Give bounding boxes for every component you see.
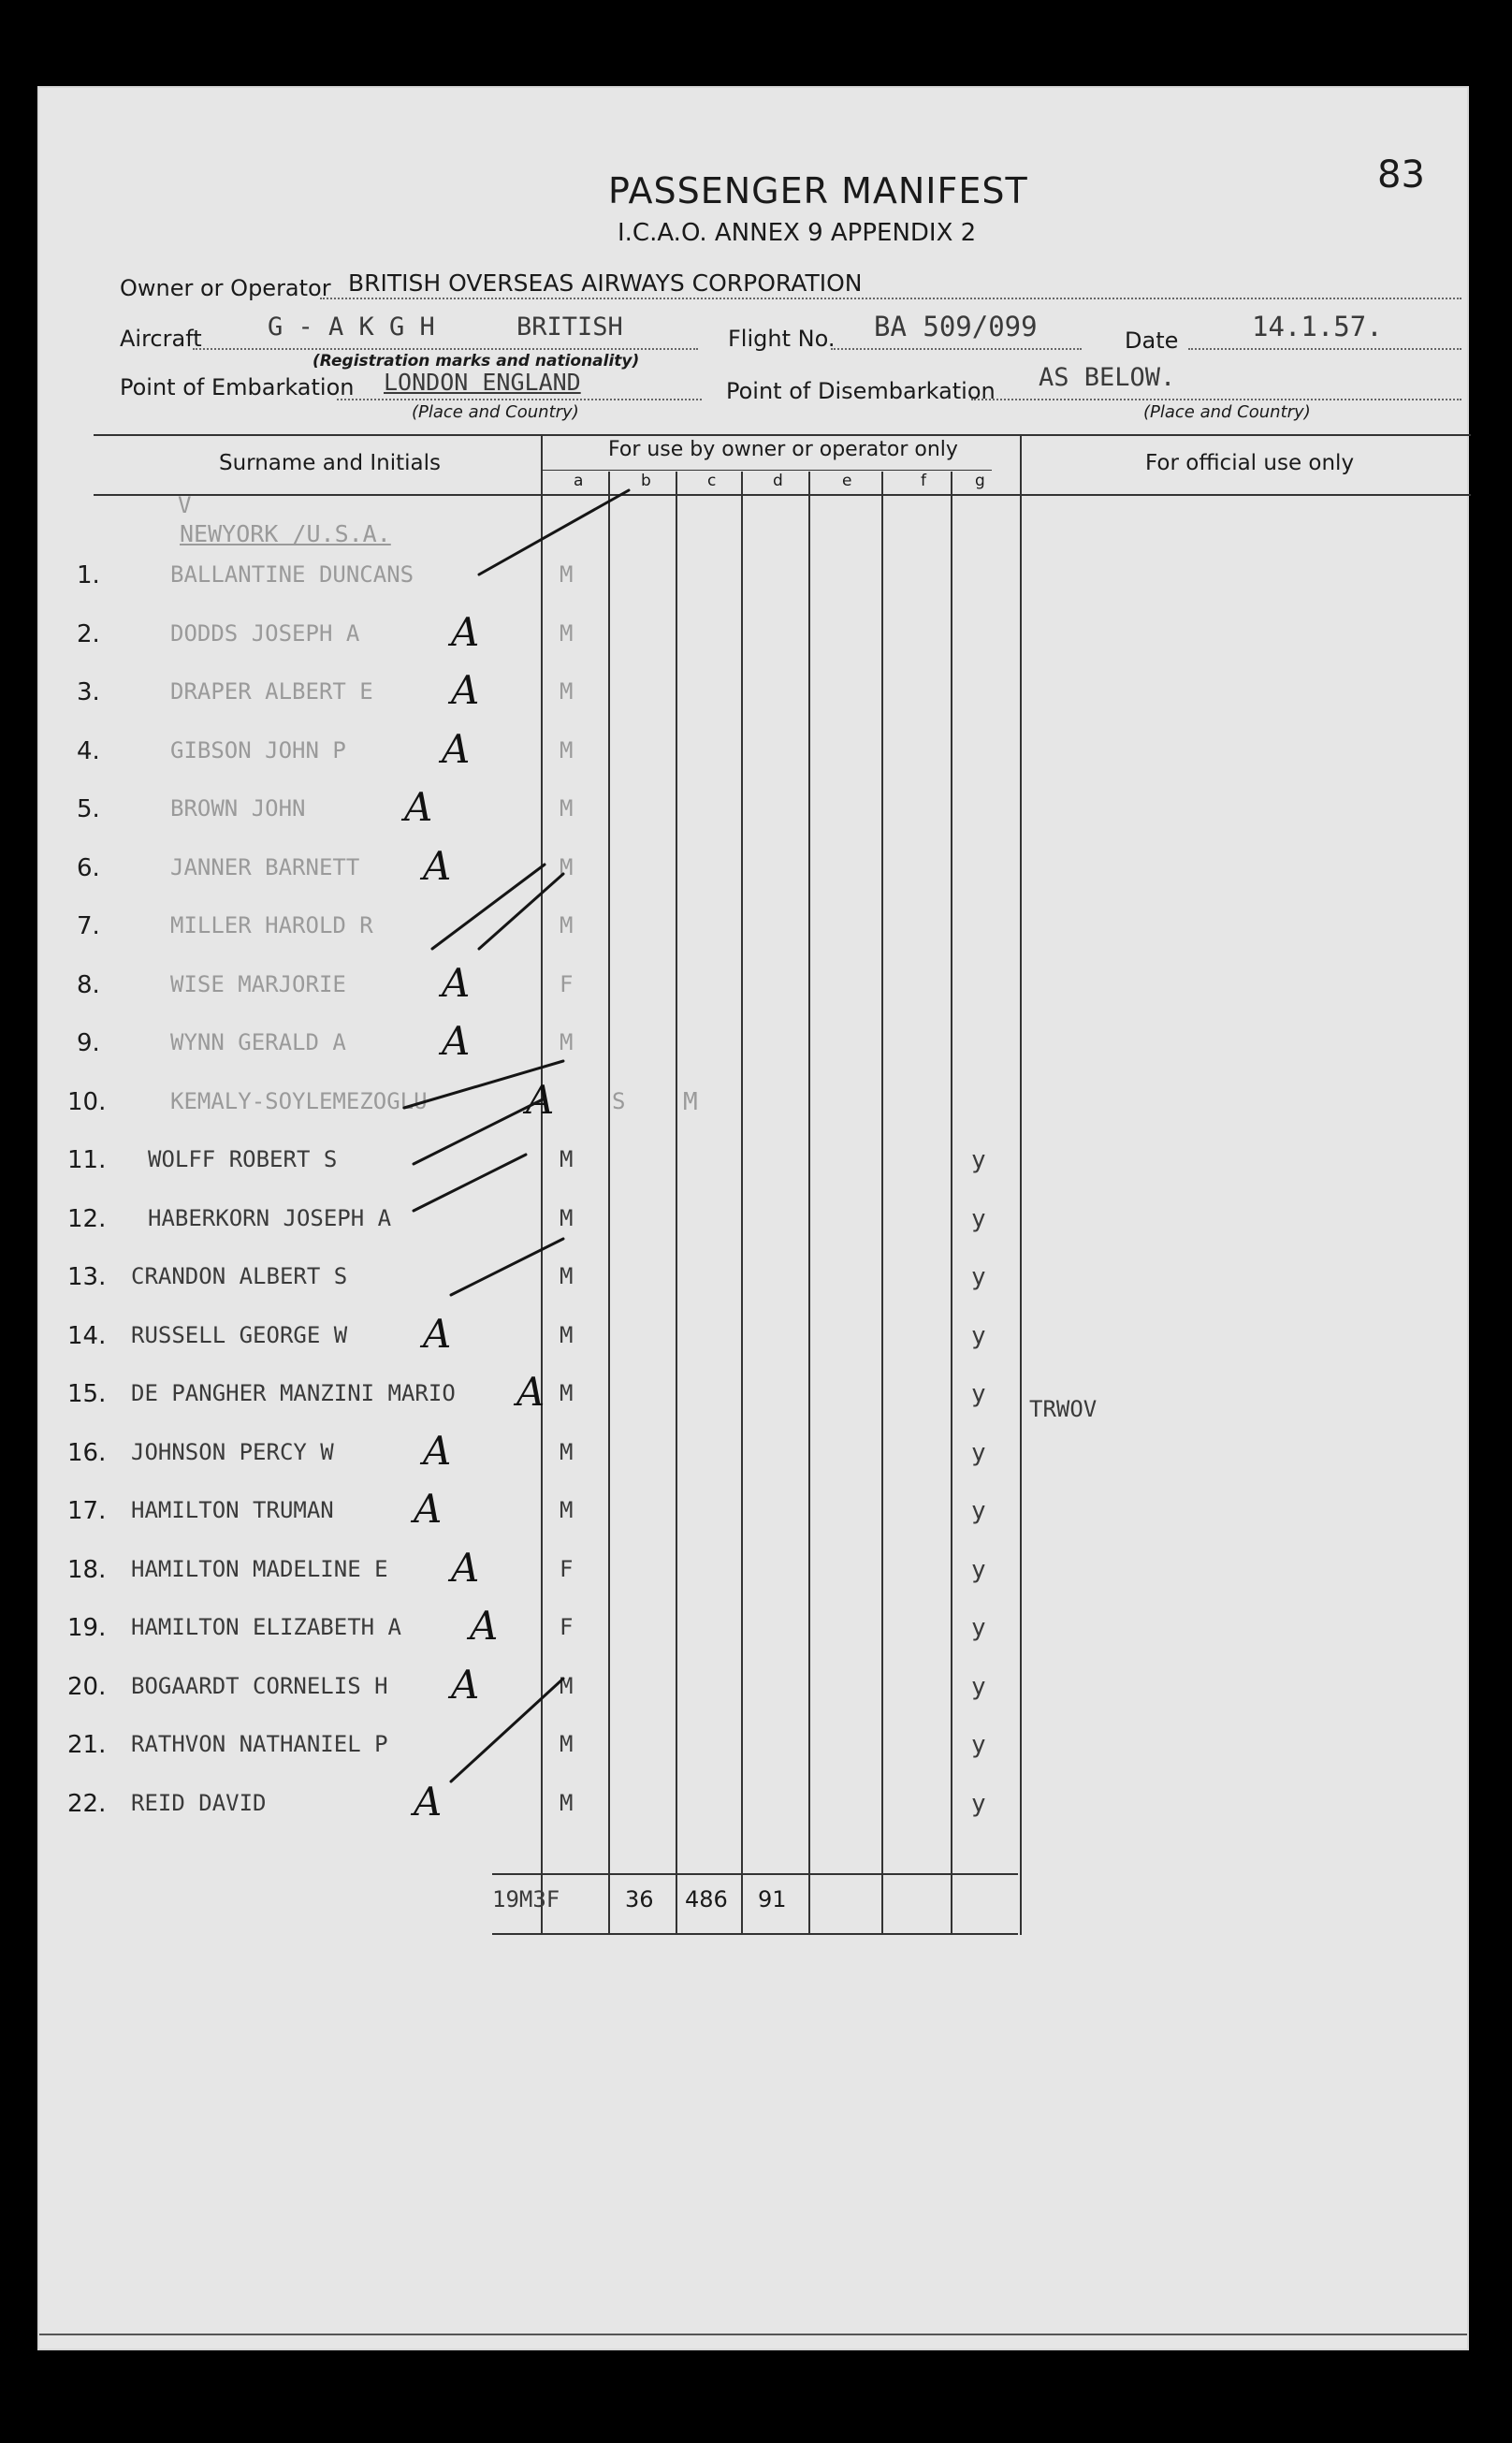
official-note: TRWOV bbox=[1029, 1396, 1098, 1422]
owner-value: BRITISH OVERSEAS AIRWAYS CORPORATION bbox=[348, 269, 863, 297]
passenger-name: HAMILTON ELIZABETH A bbox=[131, 1614, 401, 1640]
passenger-name: DRAPER ALBERT E bbox=[170, 678, 373, 705]
page-subtitle: I.C.A.O. ANNEX 9 APPENDIX 2 bbox=[618, 219, 977, 247]
passenger-sex: M bbox=[560, 1790, 574, 1816]
passenger-name: HAMILTON MADELINE E bbox=[131, 1556, 388, 1582]
passenger-name: JANNER BARNETT bbox=[170, 854, 360, 880]
date-label: Date bbox=[1125, 327, 1179, 354]
passenger-sex: M bbox=[560, 1146, 574, 1172]
embarkation-note: (Place and Country) bbox=[412, 402, 579, 422]
column-g-value: y bbox=[971, 1673, 986, 1701]
col-letter-g: g bbox=[975, 472, 985, 490]
passenger-name: RATHVON NATHANIEL P bbox=[131, 1731, 388, 1757]
passenger-sex: F bbox=[560, 1556, 574, 1582]
passenger-sex: M bbox=[560, 1731, 574, 1757]
passenger-sex: M bbox=[560, 1497, 574, 1523]
row-number: 3. bbox=[77, 678, 100, 706]
passenger-name: WYNN GERALD A bbox=[170, 1029, 346, 1055]
row-number: 11. bbox=[67, 1146, 107, 1174]
date-value: 14.1.57. bbox=[1252, 311, 1383, 342]
passenger-sex: F bbox=[560, 1614, 574, 1640]
handwritten-a-mark: A bbox=[414, 1779, 443, 1825]
row-number: 16. bbox=[67, 1439, 107, 1467]
page-number: 83 bbox=[1377, 153, 1425, 196]
handwritten-a-mark: A bbox=[516, 1369, 545, 1415]
passenger-name: BOGAARDT CORNELIS H bbox=[131, 1673, 388, 1699]
col-owner-use-header: For use by owner or operator only bbox=[608, 438, 958, 461]
passenger-name: CRANDON ALBERT S bbox=[131, 1263, 348, 1289]
col-letter-c: c bbox=[707, 472, 717, 490]
disembarkation-label: Point of Disembarkation bbox=[726, 378, 996, 404]
passenger-sex: M bbox=[560, 561, 574, 588]
handwritten-a-mark: A bbox=[423, 843, 452, 889]
passenger-name: GIBSON JOHN P bbox=[170, 737, 346, 763]
passenger-sex: M bbox=[560, 1322, 574, 1348]
page-title: PASSENGER MANIFEST bbox=[608, 170, 1028, 211]
col-letter-e: e bbox=[842, 472, 852, 490]
row-number: 6. bbox=[77, 854, 100, 882]
column-g-value: y bbox=[971, 1205, 986, 1233]
passenger-sex: M bbox=[560, 620, 574, 647]
row-number: 9. bbox=[77, 1029, 100, 1057]
flight-label: Flight No. bbox=[728, 326, 836, 352]
col-letter-a: a bbox=[574, 472, 584, 490]
aircraft-label: Aircraft bbox=[120, 326, 202, 352]
column-g-value: y bbox=[971, 1497, 986, 1525]
handwritten-a-mark: A bbox=[414, 1486, 443, 1532]
passenger-name: DODDS JOSEPH A bbox=[170, 620, 360, 647]
passenger-name: BROWN JOHN bbox=[170, 795, 306, 822]
passenger-sex: M bbox=[560, 795, 574, 822]
column-g-value: y bbox=[971, 1614, 986, 1642]
row-number: 7. bbox=[77, 912, 100, 940]
passenger-sex: M bbox=[560, 1673, 574, 1699]
row-number: 2. bbox=[77, 620, 100, 648]
section-destination: NEWYORK /U.S.A. bbox=[180, 520, 391, 547]
col-official-header: For official use only bbox=[1145, 451, 1355, 475]
bottom-rule bbox=[39, 2334, 1467, 2335]
row-number: 18. bbox=[67, 1556, 107, 1584]
col-letter-f: f bbox=[921, 472, 926, 490]
passenger-name: WOLFF ROBERT S bbox=[148, 1146, 338, 1172]
passenger-name: JOHNSON PERCY W bbox=[131, 1439, 334, 1465]
passenger-name: WISE MARJORIE bbox=[170, 971, 346, 997]
total-b: 36 bbox=[625, 1886, 654, 1912]
passenger-sex: F bbox=[560, 971, 574, 997]
total-a: 19M3F bbox=[492, 1886, 560, 1912]
passenger-sex: M bbox=[560, 1205, 574, 1231]
passenger-sex: S bbox=[612, 1088, 626, 1114]
passenger-sex: M bbox=[560, 1029, 574, 1055]
disembarkation-value: AS BELOW. bbox=[1039, 363, 1176, 392]
passenger-sex: M bbox=[560, 678, 574, 705]
handwritten-a-mark: A bbox=[451, 609, 480, 655]
owner-label: Owner or Operator bbox=[120, 275, 331, 301]
handwritten-a-mark: A bbox=[423, 1428, 452, 1474]
flight-value: BA 509/099 bbox=[874, 311, 1038, 342]
col-surname-header: Surname and Initials bbox=[219, 451, 441, 475]
section-mark: V bbox=[178, 492, 192, 518]
handwritten-a-mark: A bbox=[423, 1311, 452, 1357]
column-g-value: y bbox=[971, 1556, 986, 1584]
handwritten-a-mark: A bbox=[451, 667, 480, 713]
manifest-sheet bbox=[37, 86, 1469, 2350]
handwritten-a-mark: A bbox=[442, 1018, 471, 1064]
handwritten-a-mark: A bbox=[526, 1077, 555, 1123]
passenger-name: RUSSELL GEORGE W bbox=[131, 1322, 348, 1348]
column-g-value: y bbox=[971, 1263, 986, 1291]
passenger-name: DE PANGHER MANZINI MARIO bbox=[131, 1380, 456, 1406]
col-letter-d: d bbox=[773, 472, 783, 490]
total-d: 91 bbox=[758, 1886, 787, 1912]
embarkation-value: LONDON ENGLAND bbox=[384, 369, 581, 396]
passenger-name: KEMALY-SOYLEMEZOGLU bbox=[170, 1088, 428, 1114]
passenger-sex: M bbox=[560, 912, 574, 938]
passenger-name: BALLANTINE DUNCANS bbox=[170, 561, 414, 588]
row-number: 15. bbox=[67, 1380, 107, 1408]
handwritten-a-mark: A bbox=[442, 960, 471, 1006]
passenger-sex: M bbox=[560, 1263, 574, 1289]
passenger-sex: M bbox=[560, 1439, 574, 1465]
row-number: 1. bbox=[77, 561, 100, 589]
row-number: 12. bbox=[67, 1205, 107, 1233]
passenger-name: MILLER HAROLD R bbox=[170, 912, 373, 938]
aircraft-registration: G - A K G H bbox=[268, 313, 435, 342]
disembarkation-note: (Place and Country) bbox=[1143, 402, 1311, 422]
row-number: 14. bbox=[67, 1322, 107, 1350]
handwritten-a-mark: A bbox=[451, 1545, 480, 1591]
passenger-name: HAMILTON TRUMAN bbox=[131, 1497, 334, 1523]
row-number: 22. bbox=[67, 1790, 107, 1818]
column-g-value: y bbox=[971, 1790, 986, 1818]
column-g-value: M bbox=[683, 1088, 698, 1116]
handwritten-a-mark: A bbox=[470, 1603, 499, 1649]
handwritten-a-mark: A bbox=[451, 1662, 480, 1708]
row-number: 8. bbox=[77, 971, 100, 999]
column-g-value: y bbox=[971, 1146, 986, 1174]
row-number: 17. bbox=[67, 1497, 107, 1525]
column-g-value: y bbox=[971, 1731, 986, 1759]
registration-note: (Registration marks and nationality) bbox=[313, 352, 640, 371]
row-number: 19. bbox=[67, 1614, 107, 1642]
row-number: 10. bbox=[67, 1088, 107, 1116]
passenger-name: HABERKORN JOSEPH A bbox=[148, 1205, 392, 1231]
row-number: 13. bbox=[67, 1263, 107, 1291]
column-g-value: y bbox=[971, 1439, 986, 1467]
col-letter-b: b bbox=[641, 472, 651, 490]
passenger-sex: M bbox=[560, 737, 574, 763]
row-number: 4. bbox=[77, 737, 100, 765]
row-number: 5. bbox=[77, 795, 100, 823]
row-number: 20. bbox=[67, 1673, 107, 1701]
row-number: 21. bbox=[67, 1731, 107, 1759]
column-g-value: y bbox=[971, 1380, 986, 1408]
passenger-sex: M bbox=[560, 1380, 574, 1406]
embarkation-label: Point of Embarkation bbox=[120, 374, 355, 400]
pen-check-strokes bbox=[39, 88, 1471, 1959]
aircraft-nationality: BRITISH bbox=[516, 313, 623, 342]
column-g-value: y bbox=[971, 1322, 986, 1350]
passenger-sex: M bbox=[560, 854, 574, 880]
total-c: 486 bbox=[685, 1886, 728, 1912]
handwritten-a-mark: A bbox=[442, 726, 471, 772]
passenger-name: REID DAVID bbox=[131, 1790, 267, 1816]
handwritten-a-mark: A bbox=[404, 784, 433, 830]
